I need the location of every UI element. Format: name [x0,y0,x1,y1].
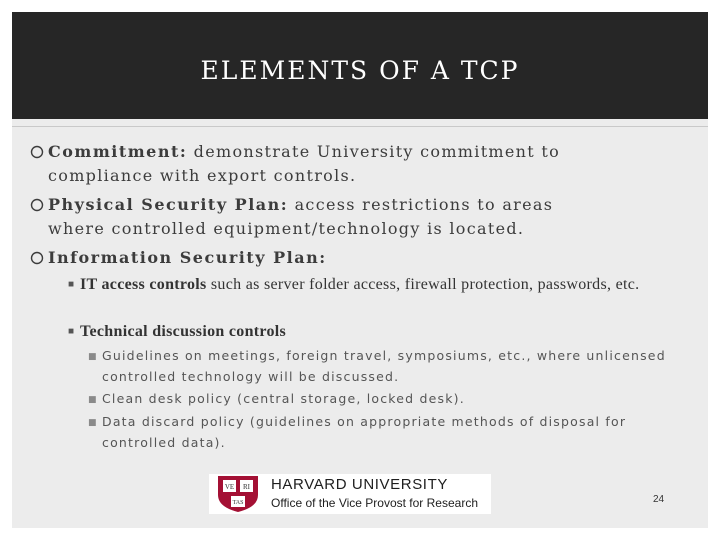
slide-title: ELEMENTS OF A TCP [200,56,520,85]
bullet-label: Information Security Plan: [48,248,327,267]
title-bar [12,12,708,119]
bullet-information-security [30,246,610,270]
bullet-commitment [30,140,610,188]
square-bullet-icon: ■ [88,418,98,428]
sub-sub-bullet-text: Guidelines on meetings, foreign travel, symposiums, etc., where unlicensed controlled technology will be discussed. [102,348,666,384]
bullet-label: Physical Security Plan: [48,195,289,214]
circle-bullet-icon [30,140,48,164]
sub-sub-bullet-data-discard [88,412,678,452]
sub-sub-bullet-guidelines [88,346,678,386]
square-bullet-icon: ■ [68,279,75,290]
sub-bullet-label: IT access controls [80,276,207,293]
bullet-text: access restrictions to areas where controlled equipment/technology is located. [48,195,554,238]
bullet-label: Commitment: [48,142,188,161]
shield-text: RI [243,483,250,491]
sub-bullet-it-access [68,274,668,295]
title-divider [12,126,708,127]
page-number: 24 [653,494,665,505]
logo-subtitle: Office of the Vice Provost for Research [271,496,478,510]
bullet-physical-security [30,193,610,241]
harvard-logo [209,474,491,514]
sub-bullet-label: Technical discussion controls [80,323,287,340]
square-bullet-icon: ■ [68,326,75,337]
sub-bullet-technical-discussion [68,321,668,342]
bullet-text: demonstrate University commitment to compliance with export controls. [48,142,561,185]
sub-bullet-text: such as server folder access, firewall protection, passwords, etc. [206,276,640,293]
sub-sub-bullet-clean-desk [88,389,678,410]
sub-sub-bullet-text: Clean desk policy (central storage, locked desk). [102,391,465,406]
square-bullet-icon: ■ [88,395,98,405]
square-bullet-icon: ■ [88,352,98,362]
shield-text: VE [224,483,235,491]
shield-text: TAS [232,500,244,506]
sub-sub-bullet-text: Data discard policy (guidelines on appropriate methods of disposal for controlled data). [102,414,627,450]
circle-bullet-icon [30,193,48,217]
harvard-shield-icon [212,475,264,513]
logo-title: HARVARD UNIVERSITY [271,476,448,493]
circle-bullet-icon [30,246,48,270]
